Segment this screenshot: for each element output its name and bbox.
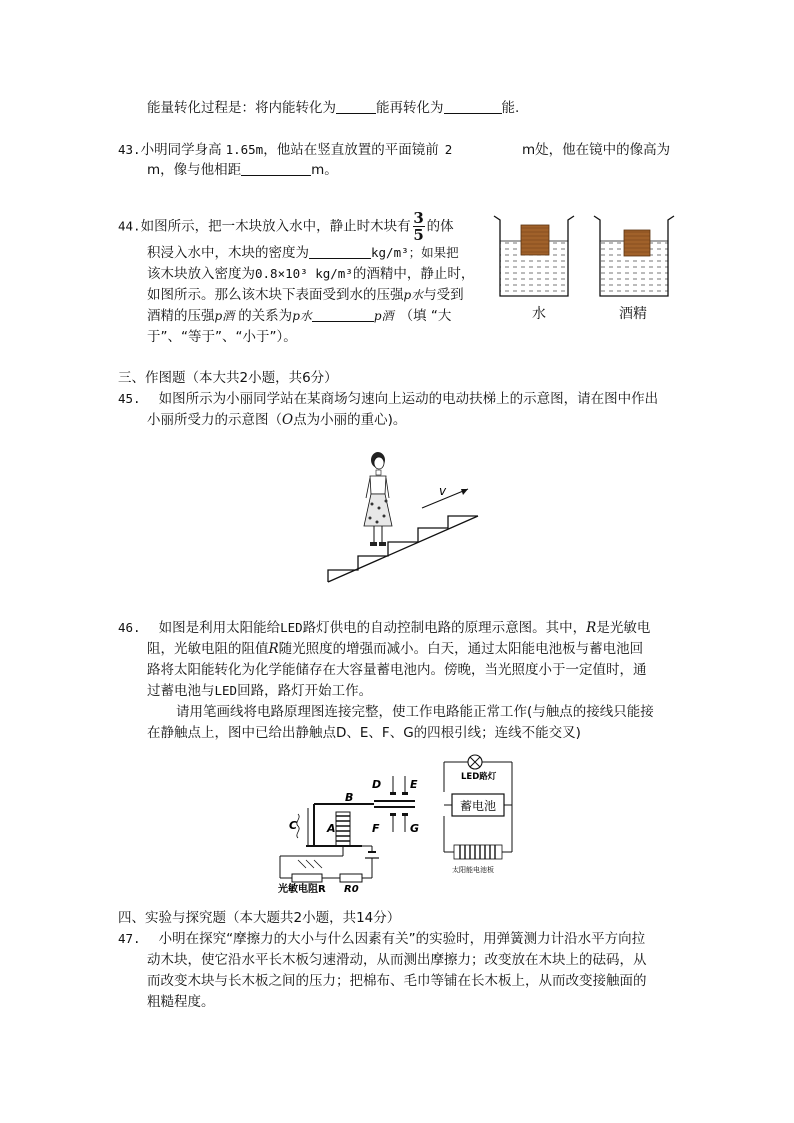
q44-line-1: 44.如图所示，把一木块放入水中，静止时木块有 $\frac{3}{5}$ 的体	[118, 209, 454, 244]
q43-line-1: 43.小明同学身高 1.65m，他站在竖直放置的平面镜前 2	[118, 142, 453, 158]
q43-blank[interactable]	[241, 161, 311, 176]
label-e: E	[410, 778, 418, 791]
photoresistor	[292, 874, 322, 882]
girl-figure	[364, 452, 392, 546]
velocity-label: v	[439, 484, 447, 498]
wood-block-alcohol	[624, 230, 650, 256]
label-f: F	[372, 822, 380, 835]
q46-line-6: 在静触点上，图中已给出静触点D、E、F、G的四根引线；连线不能交叉)	[147, 725, 581, 741]
right-circuit	[444, 755, 512, 874]
q44-line-3: 该木块放入密度为0.8×10³ kg/m³的酒精中，静止时，	[147, 266, 475, 282]
solar-label: 太阳能电池板	[452, 866, 494, 874]
q44-line-2: 积浸入水中，木块的密度为 kg/m³；如果把	[147, 245, 459, 261]
q42-blank-1[interactable]	[336, 99, 376, 114]
section-4-title: 四、实验与探究题（本大题共2小题，共14分）	[118, 910, 401, 926]
label-d: D	[372, 778, 382, 791]
label-c: C	[289, 819, 298, 832]
q46-line-1: 46. 如图是利用太阳能给LED路灯供电的自动控制电路的原理示意图。其中，R是光敏电	[118, 620, 651, 636]
q46-line-4: 过蓄电池与LED回路，路灯开始工作。	[147, 683, 373, 699]
control-circuit	[278, 846, 379, 895]
q43-line-1-end: m处，他在镜中的像高为	[522, 142, 671, 158]
section-3-title: 三、作图题（本大共2小题，共6分）	[118, 370, 338, 386]
photoresistor-label: 光敏电阻R	[278, 884, 326, 895]
q44-line-5: 酒精的压强p酒 的关系为p水 p酒 （填 “大	[147, 308, 452, 324]
r0-resistor	[340, 874, 362, 882]
q42-line: 能量转化过程是：将内能转化为 能再转化为 能.	[147, 100, 520, 116]
q44-line-6: 于”、“等于”、“小于”）。	[147, 329, 297, 345]
beakers-figure	[488, 210, 688, 322]
label-g: G	[410, 822, 420, 835]
q44-blank-relation[interactable]	[312, 307, 374, 322]
electromagnet	[289, 791, 374, 846]
q46-line-2: 阻，光敏电阻的阻值R随光照度的增强而减小。白天，通过太阳能电池板与蓄电池回	[147, 641, 644, 657]
q45-line-1: 45. 如图所示为小丽同学站在某商场匀速向上运动的电动扶梯上的示意图，请在图中作出	[118, 391, 659, 407]
q47-line-3: 而改变木块与长木板之间的压力；把棉布、毛巾等铺在长木板上，从而改变接触面的	[147, 973, 647, 989]
q47-line-1: 47. 小明在探究“摩擦力的大小与什么因素有关”的实验时，用弹簧测力计沿水平方向拉	[118, 931, 646, 947]
label-a: A	[327, 822, 336, 835]
fraction-3-5: $\frac{3}{5}$	[413, 209, 424, 244]
water-beaker	[494, 216, 574, 296]
q46-line-3: 路将太阳能转化为化学能储存在大容量蓄电池内。傍晚，当光照度小于一定值时，通	[147, 662, 647, 678]
alcohol-beaker	[594, 216, 674, 296]
q46-line-5: 请用笔画线将电路原理图连接完整，使工作电路能正常工作(与触点的接线只能接	[176, 704, 654, 720]
escalator-figure	[322, 446, 482, 588]
q47-line-4: 粗糙程度。	[147, 994, 215, 1010]
circuit-figure	[270, 752, 530, 898]
label-b: B	[345, 791, 354, 804]
q45-line-2: 小丽所受力的示意图（O点为小丽的重心)。	[147, 412, 407, 428]
label-water: 水	[532, 306, 546, 322]
q44-line-4: 如图所示。那么该木块下表面受到水的压强p水与受到	[147, 287, 464, 303]
q47-line-2: 动木块，使它沿水平长木板匀速滑动，从而测出摩擦力；改变放在木块上的砝码，从	[147, 952, 647, 968]
q43-line-2: m，像与他相距 m。	[147, 162, 338, 178]
r0-label: R0	[344, 884, 359, 895]
q42-blank-2[interactable]	[444, 99, 502, 114]
label-alcohol: 酒精	[619, 306, 647, 322]
wood-block-water	[521, 225, 549, 255]
relay-contacts	[372, 776, 419, 835]
battery-label: 蓄电池	[460, 799, 497, 813]
led-label: LED路灯	[461, 772, 497, 782]
q44-blank-density[interactable]	[309, 244, 371, 259]
solar-panel-icon	[454, 845, 502, 859]
